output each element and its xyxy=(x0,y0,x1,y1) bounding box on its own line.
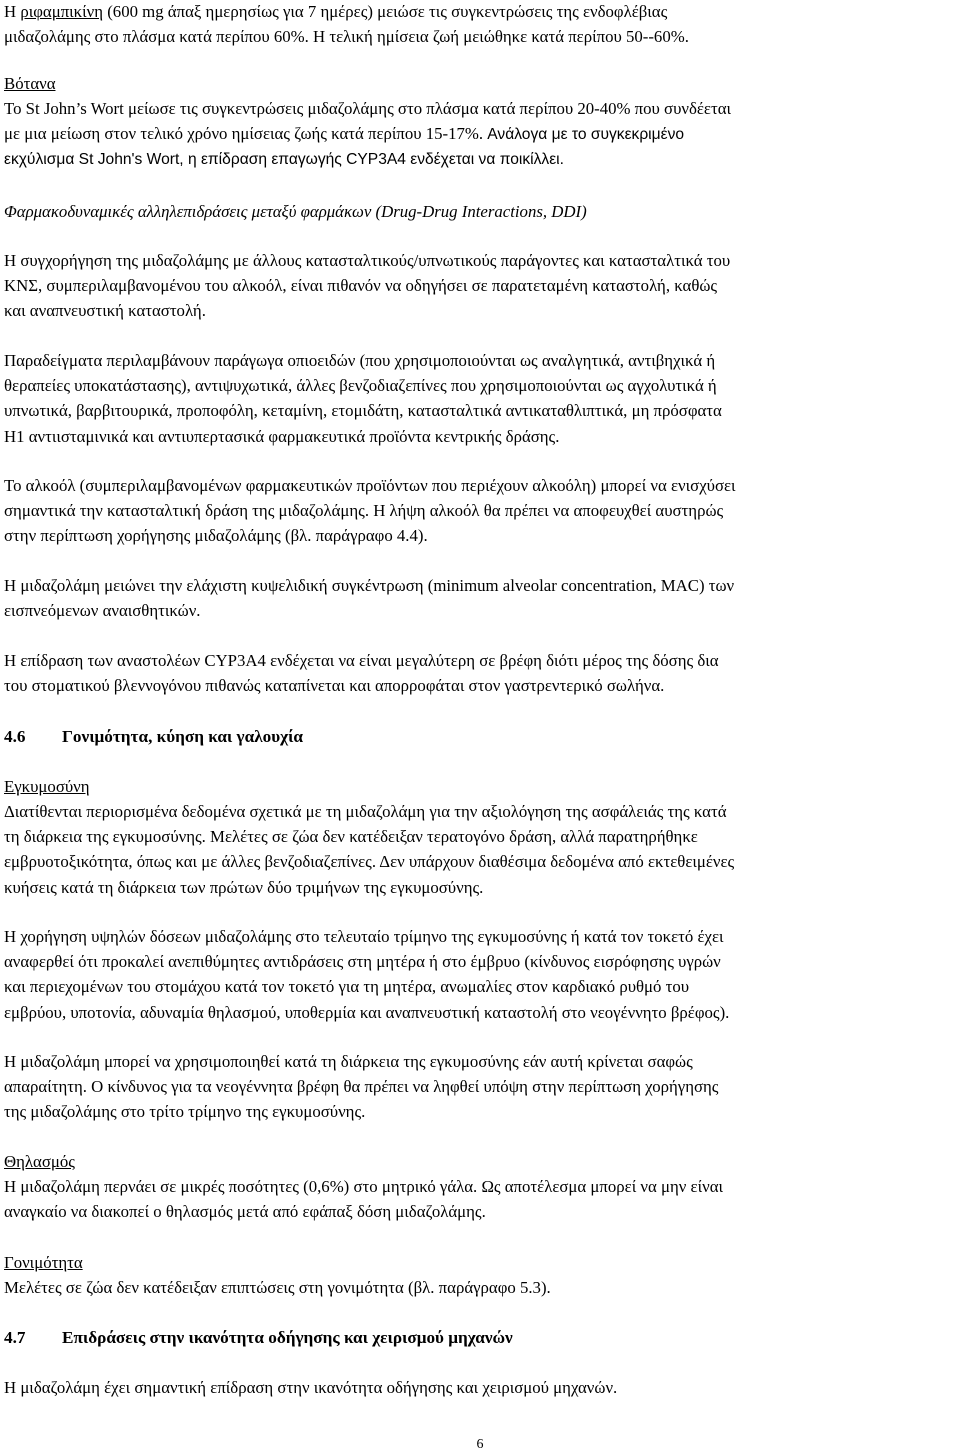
text-line: H1 αντιισταμινικά και αντιυπερτασικά φαρμακευτικά προϊόντα κεντρικής δράσης. xyxy=(4,426,560,446)
text-line: Η μιδαζολάμη μειώνει την ελάχιστη κυψελιδική συγκέντρωση (minimum alveolar concentration, MAC) των xyxy=(4,576,735,595)
text-line: σημαντικά την κατασταλτική δράση της μιδαζολάμης. Η λήψη αλκοόλ θα πρέπει να αποφευχθεί αυστηρώς xyxy=(4,501,724,521)
text-line: Η χορήγηση υψηλών δόσεων μιδαζολάμης στο τελευταίο τρίμηνο της εγκυμοσύνης ή κατά τον τοκετό έχει xyxy=(4,927,724,946)
text-line: απαραίτητη. Ο κίνδυνος για τα νεογέννητα βρέφη θα πρέπει να ληφθεί υπόψη στην περίπτωση χορήγησης xyxy=(4,1077,719,1097)
text-line: Η ριφαμπικίνη (600 mg άπαξ ημερησίως για 7 ημέρες) μειώσε τις συγκεντρώσεις της ενδοφλέβιας xyxy=(4,2,668,21)
section-number: 4.7 xyxy=(4,1328,26,1347)
subheading-pregnancy: Εγκυμοσύνη xyxy=(4,777,90,796)
paragraph-rifampicin xyxy=(4,0,948,49)
paragraph-alcohol xyxy=(4,473,948,549)
subheading-ddi: Φαρμακοδυναμικές αλληλεπιδράσεις μεταξύ φαρμάκων (Drug-Drug Interactions, DDI) xyxy=(4,202,587,221)
text-line: αναγκαίο να διακοπεί ο θηλασμός μετά από εφάπαξ δόση μιδαζολάμης. xyxy=(4,1202,486,1222)
text-line: και περιεχομένων του στομάχου κατά τον τοκετό για τη μητέρα, ανωμαλίες στον καρδιακό ρυθμό του xyxy=(4,977,690,997)
text-line: θεραπείες υποκατάστασης), αντιψυχωτικά, άλλες βενζοδιαζεπίνες που χρησιμοποιούνται ως αγχολυτικά ή xyxy=(4,376,717,396)
section-number: 4.6 xyxy=(4,727,26,746)
text-line: υπνωτικά, βαρβιτουρικά, προποφόλη, κεταμίνη, ετομιδάτη, κατασταλτικά αντικαταθλιπτικά, μη πρόσφατα xyxy=(4,401,722,421)
text-line: και αναπνευστική καταστολή. xyxy=(4,301,206,321)
text-line: της μιδαζολάμης στο τρίτο τρίμηνο της εγκυμοσύνης. xyxy=(4,1102,366,1122)
section-heading-4-7 xyxy=(4,1325,948,1350)
text-line: με μια μείωση στον τελικό χρόνο ημίσειας ζωής κατά περίπου 15-17%. Ανάλογα με το συγκεκριμένο xyxy=(4,124,685,144)
page-number: 6 xyxy=(476,1437,484,1452)
subheading-herbs: Βότανα xyxy=(4,74,56,93)
text-line: Διατίθενται περιορισμένα δεδομένα σχετικά με τη μιδαζολάμη για την αξιολόγηση της ασφάλειάς της κατά xyxy=(4,802,727,821)
text-line: εισπνεόμενων αναισθητικών. xyxy=(4,601,201,621)
text-line: εμβρυοτοξικότητα, όπως και με άλλες βενζοδιαζεπίνες. Δεν υπάρχουν διαθέσιμα δεδομένα από εκτεθειμένες xyxy=(4,852,735,872)
paragraph-breastfeeding xyxy=(4,1149,948,1225)
paragraph-cyp3a4-infants xyxy=(4,648,948,698)
text-line: ΚΝΣ, συμπεριλαμβανομένου του αλκοόλ, είναι πιθανόν να οδηγήσει σε παρατεταμένη καταστολή, καθώς xyxy=(4,276,718,296)
text-line: κυήσεις κατά τη διάρκεια των πρώτων δύο τριμήνων της εγκυμοσύνης. xyxy=(4,877,484,897)
paragraph-st-johns-wort xyxy=(4,96,948,173)
section-title: Γονιμότητα, κύηση και γαλουχία xyxy=(62,727,304,746)
subheading-breastfeeding: Θηλασμός xyxy=(4,1152,75,1171)
paragraph-fertility xyxy=(4,1250,948,1300)
section-heading-4-6 xyxy=(4,724,948,749)
drug-link-rifampicin: ριφαμπικίνη xyxy=(20,2,104,21)
text-line: του στοματικού βλεννογόνου πιθανώς καταπίνεται και απορροφάται στον γαστρεντερικό σωλήνα. xyxy=(4,676,665,696)
text-line: αναφερθεί ότι προκαλεί ανεπιθύμητες αντιδράσεις στη μητέρα ή στο έμβρυο (κίνδυνος εισρόφησης υγρών xyxy=(4,952,721,972)
text-line: στην περίπτωση χορήγησης μιδαζολάμης (βλ. παράγραφο 4.4). xyxy=(4,526,428,546)
paragraph-mac xyxy=(4,573,948,623)
paragraph-high-doses xyxy=(4,924,948,1025)
text-line: τη διάρκεια της εγκυμοσύνης. Μελέτες σε ζώα δεν κατέδειξαν τερατογόνο δράση, αλλά παρατηρήθηκε xyxy=(4,827,698,847)
paragraph-use-in-pregnancy xyxy=(4,1049,948,1125)
section-title: Επιδράσεις στην ικανότητα οδήγησης και χειρισμού μηχανών xyxy=(62,1328,513,1347)
text-line: μιδαζολάμης στο πλάσμα κατά περίπου 60%. Η τελική ημίσεια ζωή μειώθηκε κατά περίπου 50--60%. xyxy=(4,27,689,47)
text-line: εμβρύου, υποτονία, αδυναμία θηλασμού, υποθερμία και αναπνευστική καταστολή στο νεογέννητο βρέφος). xyxy=(4,1002,730,1022)
paragraph-cns-depressants xyxy=(4,248,948,324)
text-line: Το αλκοόλ (συμπεριλαμβανομένων φαρμακευτικών προϊόντων που περιέχουν αλκοόλη) μπορεί να ενισχύσει xyxy=(4,476,736,495)
text-line: Η επίδραση των αναστολέων CYP3A4 ενδέχεται να είναι μεγαλύτερη σε βρέφη διότι μέρος της δόσης δια xyxy=(4,651,719,670)
text-line: Το St John’s Wort μείωσε τις συγκεντρώσεις μιδαζολάμης στο πλάσμα κατά περίπου 20-40% που συνδέεται xyxy=(4,99,732,118)
text-line: Παραδείγματα περιλαμβάνουν παράγωγα οπιοειδών (που χρησιμοποιούνται ως αναλγητικά, αντιβηχικά ή xyxy=(4,351,716,370)
paragraph-pregnancy-data xyxy=(4,799,948,900)
text-line: Η μιδαζολάμη μπορεί να χρησιμοποιηθεί κατά τη διάρκεια της εγκυμοσύνης εάν αυτή κρίνεται σαφώς xyxy=(4,1052,693,1071)
paragraph-driving: Η μιδαζολάμη έχει σημαντική επίδραση στην ικανότητα οδήγησης και χειρισμού μηχανών. xyxy=(4,1378,618,1397)
text-line: εκχύλισμα St John's Wort, η επίδραση επαγωγής CYP3A4 ενδέχεται να ποικίλλει. xyxy=(4,151,564,169)
text-line: Η μιδαζολάμη περνάει σε μικρές ποσότητες (0,6%) στο μητρικό γάλα. Ως αποτέλεσμα μπορεί να μην είναι xyxy=(4,1177,723,1197)
text-line: Μελέτες σε ζώα δεν κατέδειξαν επιπτώσεις στη γονιμότητα (βλ. παράγραφο 5.3). xyxy=(4,1278,551,1298)
subheading-fertility: Γονιμότητα xyxy=(4,1253,83,1272)
text-line: Η συγχορήγηση της μιδαζολάμης με άλλους κατασταλτικούς/υπνωτικούς παράγοντες και κατασταλτικά του xyxy=(4,251,731,270)
paragraph-examples xyxy=(4,348,948,449)
